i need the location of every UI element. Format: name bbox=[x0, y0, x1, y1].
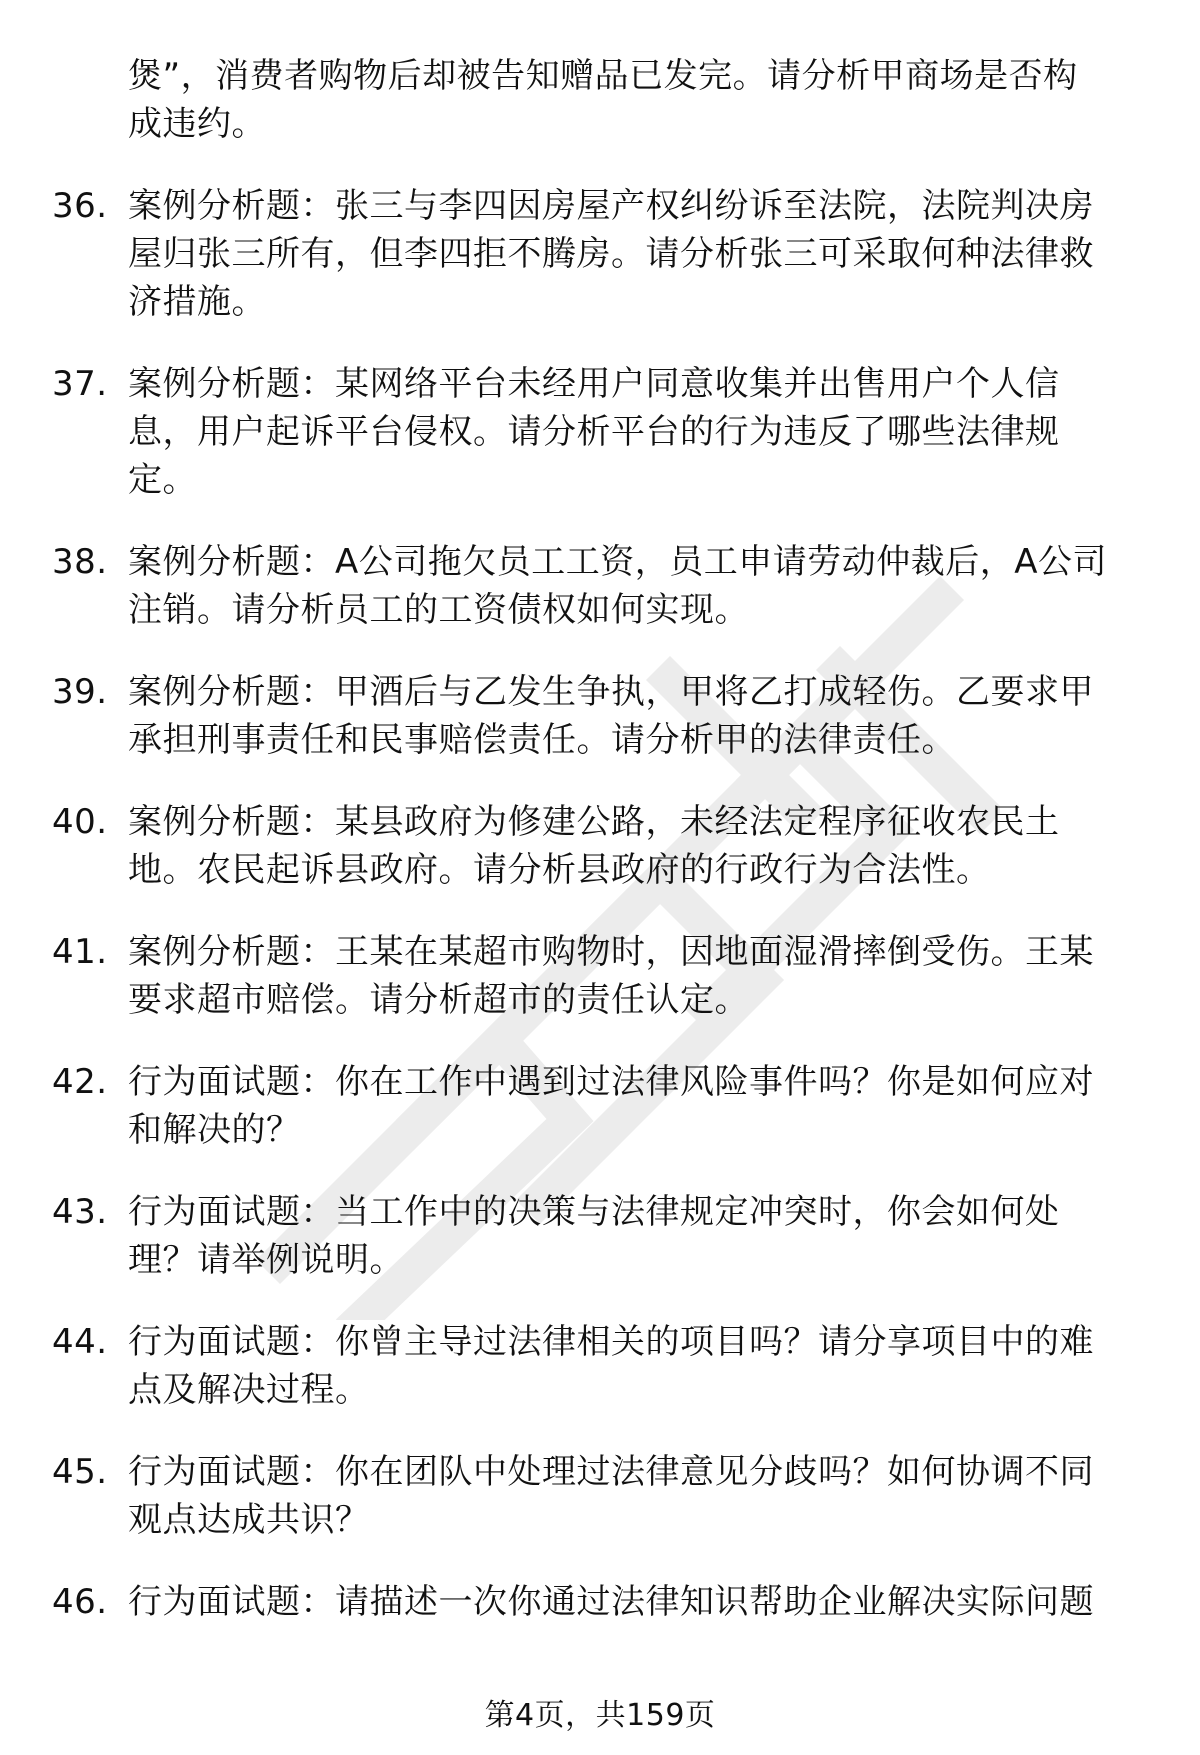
text-line: 行为面试题：你在工作中遇到过法律风险事件吗？你是如何应对 bbox=[128, 1062, 1094, 1102]
text-line: 定。 bbox=[128, 460, 197, 500]
question-number: 38. bbox=[52, 542, 108, 582]
question-list bbox=[0, 52, 1200, 1660]
question-40 bbox=[0, 798, 1200, 894]
text-line: 行为面试题：你曾主导过法律相关的项目吗？请分享项目中的难 bbox=[128, 1322, 1094, 1362]
text-line: 点及解决过程。 bbox=[128, 1370, 370, 1410]
text-line: 要求超市赔偿。请分析超市的责任认定。 bbox=[128, 980, 749, 1020]
text-line: 案例分析题：某县政府为修建公路，未经法定程序征收农民土 bbox=[128, 802, 1060, 842]
text-line: 息，用户起诉平台侵权。请分析平台的行为违反了哪些法律规 bbox=[128, 412, 1060, 452]
question-number: 44. bbox=[52, 1322, 108, 1362]
text-line: 济措施。 bbox=[128, 282, 266, 322]
text-line: 案例分析题：A公司拖欠员工工资，员工申请劳动仲裁后，A公司 bbox=[128, 542, 1108, 582]
text-line: 观点达成共识？ bbox=[128, 1500, 370, 1540]
text-line: 煲”，消费者购物后却被告知赠品已发完。请分析甲商场是否构 bbox=[128, 56, 1078, 96]
question-42 bbox=[0, 1058, 1200, 1154]
page-number-footer: 第4页，共159页 bbox=[484, 1698, 716, 1733]
text-line: 案例分析题：张三与李四因房屋产权纠纷诉至法院，法院判决房 bbox=[128, 186, 1094, 226]
text-line: 地。农民起诉县政府。请分析县政府的行政行为合法性。 bbox=[128, 850, 991, 890]
question-39 bbox=[0, 668, 1200, 764]
text-line: 行为面试题：你在团队中处理过法律意见分歧吗？如何协调不同 bbox=[128, 1452, 1094, 1492]
question-number: 43. bbox=[52, 1192, 108, 1232]
text-line: 案例分析题：甲酒后与乙发生争执，甲将乙打成轻伤。乙要求甲 bbox=[128, 672, 1094, 712]
question-36 bbox=[0, 182, 1200, 326]
question-number: 36. bbox=[52, 186, 108, 226]
question-45 bbox=[0, 1448, 1200, 1544]
question-number: 46. bbox=[52, 1582, 108, 1622]
text-line: 案例分析题：某网络平台未经用户同意收集并出售用户个人信 bbox=[128, 364, 1060, 404]
question-number: 37. bbox=[52, 364, 108, 404]
continued-question-text bbox=[0, 52, 1200, 148]
text-line: 行为面试题：请描述一次你通过法律知识帮助企业解决实际问题 bbox=[128, 1582, 1094, 1622]
text-line: 和解决的？ bbox=[128, 1110, 301, 1150]
question-number: 41. bbox=[52, 932, 108, 972]
text-line: 成违约。 bbox=[128, 104, 266, 144]
text-line: 屋归张三所有，但李四拒不腾房。请分析张三可采取何种法律救 bbox=[128, 234, 1094, 274]
question-number: 40. bbox=[52, 802, 108, 842]
question-44 bbox=[0, 1318, 1200, 1414]
question-43 bbox=[0, 1188, 1200, 1284]
text-line: 承担刑事责任和民事赔偿责任。请分析甲的法律责任。 bbox=[128, 720, 956, 760]
text-line: 行为面试题：当工作中的决策与法律规定冲突时，你会如何处 bbox=[128, 1192, 1060, 1232]
question-46 bbox=[0, 1578, 1200, 1626]
question-41 bbox=[0, 928, 1200, 1024]
question-37 bbox=[0, 360, 1200, 504]
question-number: 39. bbox=[52, 672, 108, 712]
text-line: 案例分析题：王某在某超市购物时，因地面湿滑摔倒受伤。王某 bbox=[128, 932, 1094, 972]
text-line: 理？请举例说明。 bbox=[128, 1240, 404, 1280]
text-line: 注销。请分析员工的工资债权如何实现。 bbox=[128, 590, 749, 630]
question-number: 45. bbox=[52, 1452, 108, 1492]
question-number: 42. bbox=[52, 1062, 108, 1102]
question-38 bbox=[0, 538, 1200, 634]
